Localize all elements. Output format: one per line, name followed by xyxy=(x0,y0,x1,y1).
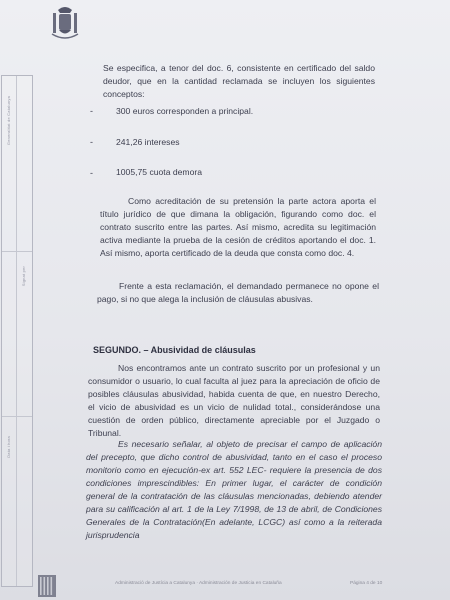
concept-item: 1005,75 cuota demora xyxy=(116,167,203,177)
coat-of-arms-icon xyxy=(50,4,80,42)
page-number: Página 4 de 10 xyxy=(350,581,383,586)
paragraph-5: Es necesario señalar, al objeto de precisar el campo de aplicación del precepto, que dicho control de abusividad, tanto en el caso el proceso monitorio como en ejecución-ex art. 552 LEC- requiere la presencia de dos condiciones imprescindibles: En primer lugar, el carácter de condición general de la contratación de las cláusulas mencionadas, debiendo atender para su calificación al art. 1 de la Ley 7/1998, de 13 de abril, de Condiciones Generales de la Contratación(En adelante, LCGC) así como a la reiterada jurisprudencia xyxy=(86,439,382,540)
paragraph-1: Se especifica, a tenor del doc. 6, consistente en certificado del saldo deudor, que en la cantidad reclamada se incluyen los siguientes conceptos: xyxy=(103,63,375,99)
section-heading: SEGUNDO. – Abusividad de cláusulas xyxy=(93,345,256,355)
bullet-dash: - xyxy=(90,106,93,116)
paragraph-3: Frente a esta reclamación, el demandado permanece no opone el pago, si no que alega la inclusión de cláusulas abusivas. xyxy=(97,281,379,304)
generalitat-logo-icon xyxy=(38,575,56,597)
margin-text-2: Signat per xyxy=(21,266,26,287)
bullet-dash: - xyxy=(90,137,93,147)
concept-item: 241,26 intereses xyxy=(116,137,180,147)
paragraph-2: Como acreditación de su pretensión la parte actora aporta el título jurídico de que dimana la obligación, figurando como doc. el contrato suscrito entre las partes. Así mismo, acredita su legitimación activa mediante la prueba de la cesión de créditos aportando el doc. 1. Así mismo, aporta certificado de la deuda que consta como doc. 4. xyxy=(100,196,376,258)
concept-item: 300 euros corresponden a principal. xyxy=(116,106,254,116)
bullet-dash: - xyxy=(90,168,93,178)
paragraph-4: Nos encontramos ante un contrato suscrito por un profesional y un consumidor o usuario, lo cual faculta al juez para la apreciación de oficio de posibles cláusulas abusividad, habida cuenta de que, en nuestro Derecho, el vicio de abusividad es un vicio de nulidad total., considerándose una cuestión de orden público, directamente apreciable por el Juzgado o Tribunal. xyxy=(88,363,380,438)
margin-text-1: Generalitat de Catalunya xyxy=(6,96,11,146)
footer-text: Administració de Justícia a Catalunya · Administración de Justicia en Cataluña xyxy=(115,581,282,586)
signature-margin-box xyxy=(1,75,33,587)
margin-text-3: Data i hora xyxy=(6,436,11,458)
